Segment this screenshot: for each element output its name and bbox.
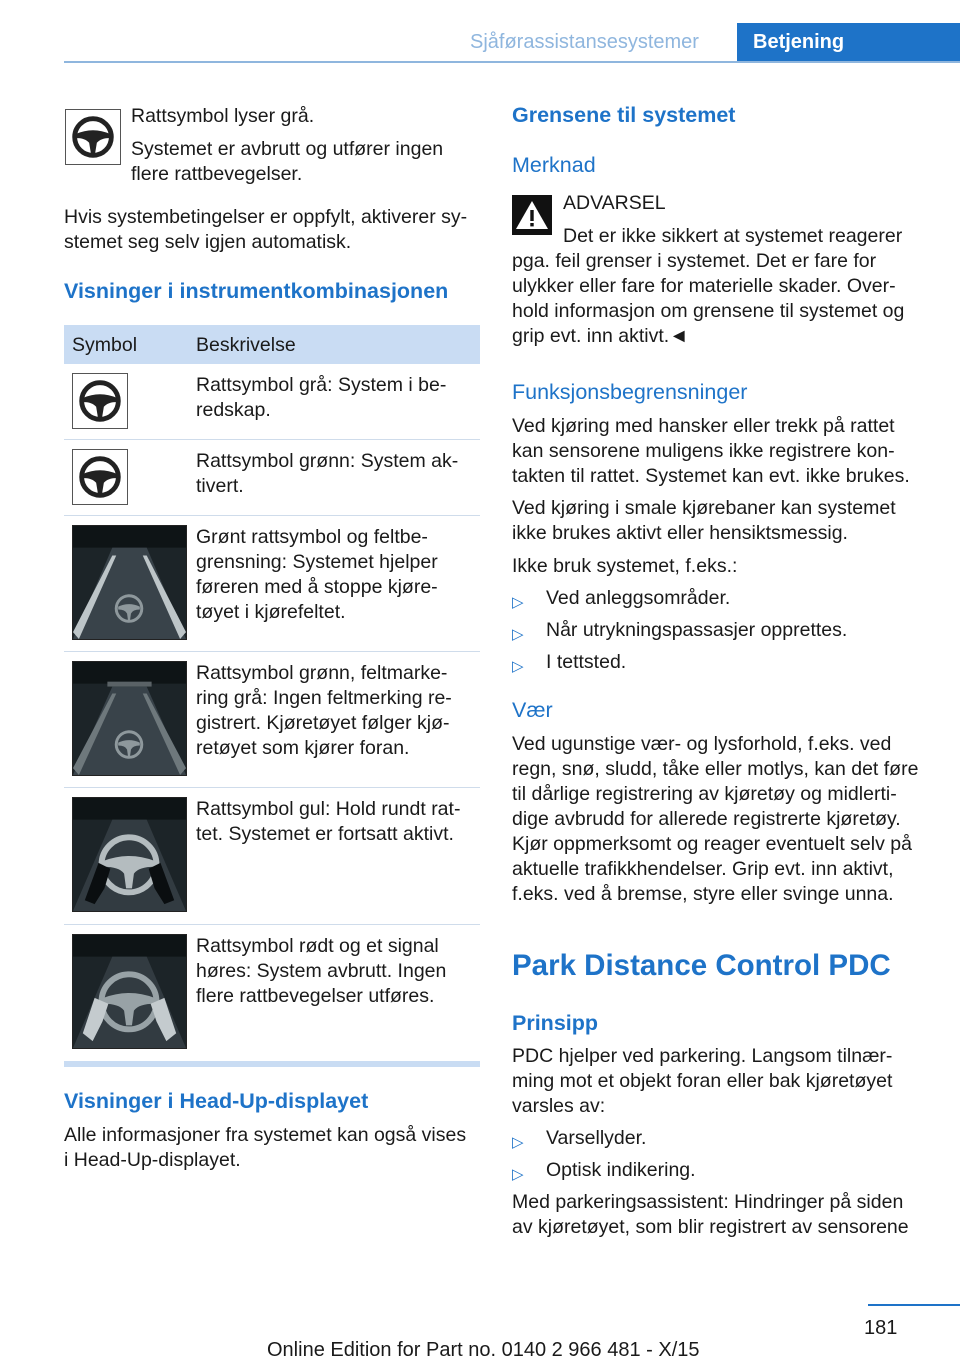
table-cell: Rattsymbol grønn: System ak- <box>196 450 459 472</box>
warning-text: grip evt. inn aktivt.◄ <box>512 325 689 347</box>
list-bullet-icon: ▷ <box>512 594 524 611</box>
warning-text: Det er ikke sikkert at systemet reagerer <box>563 225 903 247</box>
table-cell: tivert. <box>196 475 244 497</box>
column-header-description: Beskrivelse <box>196 334 296 356</box>
body-text: til dårlige registrering av kjøretøy og midlerti- <box>512 783 897 805</box>
heading-instrument-cluster: Visninger i instrumentkombinasjonen <box>64 279 449 303</box>
table-cell: retøyet som kjører foran. <box>196 737 410 759</box>
table-bottom-rule <box>64 1061 480 1067</box>
intro-line: Systemet er avbrutt og utfører ingen <box>131 138 444 160</box>
table-cell: Rattsymbol grå: System i be- <box>196 374 447 396</box>
footer-edition: Online Edition for Part no. 0140 2 966 481 - X/15 <box>267 1339 700 1361</box>
heading-head-up-display: Visninger i Head-Up-displayet <box>64 1089 369 1113</box>
hands-on-wheel-red-image <box>72 934 187 1049</box>
body-text: i Head-Up-displayet. <box>64 1149 241 1171</box>
table-cell: Rattsymbol gul: Hold rundt rat- <box>196 798 461 820</box>
table-cell: grensning: Systemet hjelper <box>196 551 438 573</box>
footer-rule <box>868 1304 960 1306</box>
list-bullet-icon: ▷ <box>512 1166 524 1183</box>
table-cell: Rattsymbol rødt og et signal <box>196 935 439 957</box>
lane-marking-grey-display-image <box>72 661 187 776</box>
row-divider <box>64 439 480 440</box>
body-text: Alle informasjoner fra systemet kan også vises <box>64 1124 467 1146</box>
row-divider <box>64 651 480 652</box>
body-text: Ved kjøring i smale kjørebaner kan systemet <box>512 497 896 519</box>
body-text: f.eks. ved å bremse, styre eller svinge unna. <box>512 883 894 905</box>
warning-text: ulykker eller fare for materielle skader. Over- <box>512 275 896 297</box>
header-section-title: Sjåførassistansesystemer <box>470 31 699 53</box>
page-number: 181 <box>864 1317 898 1339</box>
heading-system-limits: Grensene til systemet <box>512 103 736 127</box>
table-cell: høres: System avbrutt. Ingen <box>196 960 447 982</box>
table-cell: føreren med å stoppe kjøre- <box>196 576 438 598</box>
body-text: varsles av: <box>512 1095 606 1117</box>
body-text: takten til rattet. Systemet kan evt. ikke brukes. <box>512 465 910 487</box>
steering-wheel-icon <box>65 109 121 165</box>
heading-weather: Vær <box>512 698 553 722</box>
table-cell: flere rattbevegelser utføres. <box>196 985 435 1007</box>
column-header-symbol: Symbol <box>72 334 138 356</box>
intro-line: flere rattbevegelser. <box>131 163 303 185</box>
list-item: Optisk indikering. <box>546 1159 696 1181</box>
body-text: stemet seg selv igjen automatisk. <box>64 231 352 253</box>
table-header <box>64 325 480 364</box>
steering-wheel-grey-icon <box>72 373 128 429</box>
body-text: av kjøretøyet, som blir registrert av sensorene <box>512 1216 909 1238</box>
steering-wheel-green-icon <box>72 449 128 505</box>
body-text: Ved ugunstige vær- og lysforhold, f.eks. ved <box>512 733 892 755</box>
warning-triangle-icon <box>512 195 552 235</box>
list-bullet-icon: ▷ <box>512 626 524 643</box>
body-text: Ikke bruk systemet, f.eks.: <box>512 555 738 577</box>
table-cell: redskap. <box>196 399 271 421</box>
body-text: Hvis systembetingelser er oppfylt, aktiverer sy- <box>64 206 468 228</box>
list-item: Varsellyder. <box>546 1127 647 1149</box>
table-cell: Rattsymbol grønn, feltmarke- <box>196 662 448 684</box>
body-text: dige avbrudd for allerede registrerte kjøretøy. <box>512 808 901 830</box>
table-cell: Grønt rattsymbol og feltbe- <box>196 526 428 548</box>
row-divider <box>64 787 480 788</box>
row-divider <box>64 924 480 925</box>
table-cell: tet. Systemet er fortsatt aktivt. <box>196 823 454 845</box>
hands-on-wheel-yellow-image <box>72 797 187 912</box>
warning-text: hold informasjon om grensene til systemet og <box>512 300 905 322</box>
body-text: ikke brukes aktivt eller hensiktsmessig. <box>512 522 848 544</box>
body-text: Kjør oppmerksomt og reager eventuelt selv på <box>512 833 912 855</box>
list-item: I tettsted. <box>546 651 627 673</box>
heading-principle: Prinsipp <box>512 1011 599 1035</box>
header-chapter-tab[interactable]: Betjening <box>737 23 960 61</box>
body-text: PDC hjelper ved parkering. Langsom tilnær- <box>512 1045 893 1067</box>
list-bullet-icon: ▷ <box>512 658 524 675</box>
warning-title: ADVARSEL <box>563 192 666 214</box>
intro-line: Rattsymbol lyser grå. <box>131 105 315 127</box>
heading-note: Merknad <box>512 153 596 177</box>
table-cell: gistrert. Kjøretøyet følger kjø- <box>196 712 450 734</box>
warning-text: pga. feil grenser i systemet. Det er fare for <box>512 250 877 272</box>
body-text: aktuelle trafikkhendelser. Grip evt. inn aktivt, <box>512 858 894 880</box>
list-item: Når utrykningspassasjer opprettes. <box>546 619 848 641</box>
table-cell: ring grå: Ingen feltmerking re- <box>196 687 452 709</box>
header-rule <box>64 61 960 63</box>
body-text: Ved kjøring med hansker eller trekk på rattet <box>512 415 895 437</box>
body-text: kan sensorene muligens ikke registrere kon- <box>512 440 895 462</box>
row-divider <box>64 515 480 516</box>
heading-park-distance-control: Park Distance Control PDC <box>512 949 891 982</box>
lane-marking-display-image <box>72 525 187 640</box>
body-text: regn, snø, sludd, tåke eller motlys, kan det føre <box>512 758 919 780</box>
body-text: Med parkeringsassistent: Hindringer på siden <box>512 1191 904 1213</box>
table-cell: tøyet i kjørefeltet. <box>196 601 346 623</box>
list-bullet-icon: ▷ <box>512 1134 524 1151</box>
heading-functional-limits: Funksjonsbegrensninger <box>512 380 748 404</box>
list-item: Ved anleggsområder. <box>546 587 731 609</box>
body-text: ming mot et objekt foran eller bak kjøretøyet <box>512 1070 893 1092</box>
